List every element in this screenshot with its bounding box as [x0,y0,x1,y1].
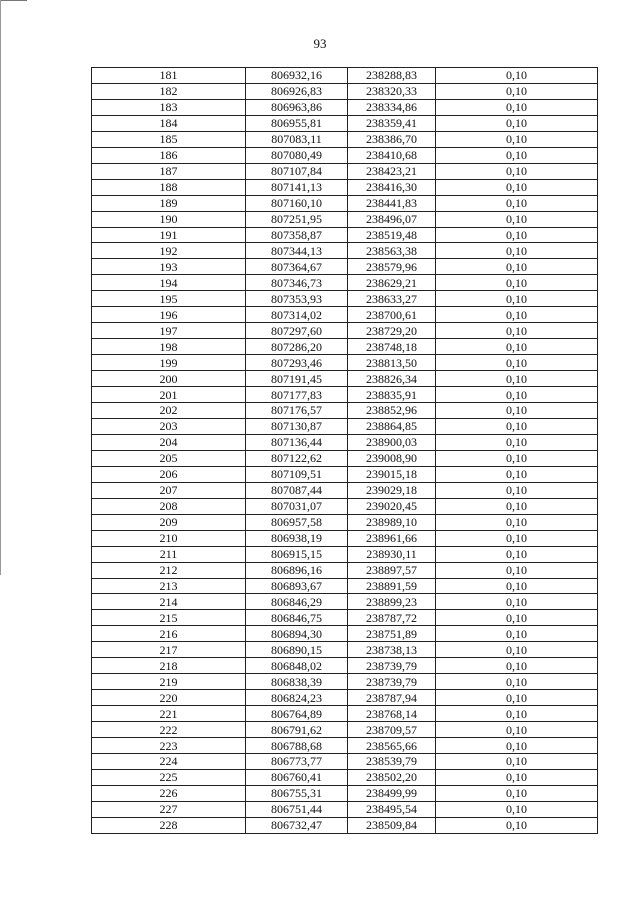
point-number-cell: 190 [92,211,246,227]
point-number-cell: 215 [92,610,246,626]
x-coordinate-cell: 806963,86 [246,99,348,115]
x-coordinate-cell: 807314,02 [246,307,348,323]
table-row [92,147,598,163]
table-row [92,418,598,434]
y-coordinate-cell: 238709,57 [348,722,436,738]
scan-edge-left [0,0,1,575]
table-row [92,450,598,466]
point-number-cell: 188 [92,179,246,195]
point-number-cell: 203 [92,418,246,434]
value-cell: 0,10 [436,546,598,562]
point-number-cell: 219 [92,674,246,690]
table-row [92,115,598,131]
x-coordinate-cell: 807160,10 [246,195,348,211]
table-row [92,131,598,147]
value-cell: 0,10 [436,163,598,179]
point-number-cell: 206 [92,466,246,482]
x-coordinate-cell: 806751,44 [246,801,348,817]
value-cell: 0,10 [436,339,598,355]
table-row [92,99,598,115]
value-cell: 0,10 [436,387,598,403]
point-number-cell: 223 [92,738,246,754]
value-cell: 0,10 [436,769,598,785]
table-row [92,690,598,706]
y-coordinate-cell: 238899,23 [348,594,436,610]
x-coordinate-cell: 806848,02 [246,658,348,674]
x-coordinate-cell: 806896,16 [246,562,348,578]
x-coordinate-cell: 807364,67 [246,259,348,275]
point-number-cell: 211 [92,546,246,562]
page-number: 93 [313,36,327,51]
point-number-cell: 214 [92,594,246,610]
table-row [92,307,598,323]
y-coordinate-cell: 238386,70 [348,131,436,147]
table-row [92,626,598,642]
y-coordinate-cell: 238496,07 [348,211,436,227]
value-cell: 0,10 [436,323,598,339]
table-row [92,658,598,674]
value-cell: 0,10 [436,753,598,769]
value-cell: 0,10 [436,690,598,706]
x-coordinate-cell: 807176,57 [246,403,348,419]
x-coordinate-cell: 807251,95 [246,211,348,227]
y-coordinate-cell: 238563,38 [348,243,436,259]
table-row [92,339,598,355]
table-row [92,594,598,610]
y-coordinate-cell: 238835,91 [348,387,436,403]
table-row [92,83,598,99]
point-number-cell: 187 [92,163,246,179]
y-coordinate-cell: 239029,18 [348,482,436,498]
value-cell: 0,10 [436,642,598,658]
x-coordinate-cell: 807346,73 [246,275,348,291]
y-coordinate-cell: 238495,54 [348,801,436,817]
y-coordinate-cell: 238509,84 [348,817,436,833]
point-number-cell: 196 [92,307,246,323]
table-row [92,179,598,195]
table-row [92,275,598,291]
point-number-cell: 205 [92,450,246,466]
point-number-cell: 199 [92,355,246,371]
table-row [92,387,598,403]
point-number-cell: 210 [92,530,246,546]
table-row [92,706,598,722]
table-row [92,323,598,339]
value-cell: 0,10 [436,243,598,259]
y-coordinate-cell: 238787,72 [348,610,436,626]
point-number-cell: 186 [92,147,246,163]
table-row [92,674,598,690]
point-number-cell: 220 [92,690,246,706]
point-number-cell: 209 [92,514,246,530]
table-row [92,291,598,307]
x-coordinate-cell: 806894,30 [246,626,348,642]
point-number-cell: 182 [92,83,246,99]
point-number-cell: 221 [92,706,246,722]
point-number-cell: 224 [92,753,246,769]
value-cell: 0,10 [436,131,598,147]
point-number-cell: 216 [92,626,246,642]
value-cell: 0,10 [436,482,598,498]
table-row [92,642,598,658]
point-number-cell: 228 [92,817,246,833]
x-coordinate-cell: 807353,93 [246,291,348,307]
y-coordinate-cell: 238900,03 [348,434,436,450]
point-number-cell: 201 [92,387,246,403]
x-coordinate-cell: 807293,46 [246,355,348,371]
x-coordinate-cell: 806846,29 [246,594,348,610]
x-coordinate-cell: 806791,62 [246,722,348,738]
y-coordinate-cell: 238359,41 [348,115,436,131]
table-row [92,817,598,833]
value-cell: 0,10 [436,514,598,530]
value-cell: 0,10 [436,211,598,227]
value-cell: 0,10 [436,578,598,594]
point-number-cell: 208 [92,498,246,514]
x-coordinate-cell: 806932,16 [246,68,348,84]
point-number-cell: 195 [92,291,246,307]
x-coordinate-cell: 807109,51 [246,466,348,482]
y-coordinate-cell: 238629,21 [348,275,436,291]
point-number-cell: 207 [92,482,246,498]
value-cell: 0,10 [436,722,598,738]
table-row [92,243,598,259]
y-coordinate-cell: 238565,66 [348,738,436,754]
x-coordinate-cell: 807358,87 [246,227,348,243]
x-coordinate-cell: 806824,23 [246,690,348,706]
point-number-cell: 200 [92,371,246,387]
value-cell: 0,10 [436,498,598,514]
value-cell: 0,10 [436,307,598,323]
x-coordinate-cell: 806955,81 [246,115,348,131]
value-cell: 0,10 [436,434,598,450]
x-coordinate-cell: 806915,15 [246,546,348,562]
point-number-cell: 217 [92,642,246,658]
y-coordinate-cell: 238930,11 [348,546,436,562]
point-number-cell: 222 [92,722,246,738]
value-cell: 0,10 [436,817,598,833]
point-number-cell: 183 [92,99,246,115]
table-row [92,801,598,817]
point-number-cell: 181 [92,68,246,84]
table-row [92,562,598,578]
x-coordinate-cell: 807031,07 [246,498,348,514]
y-coordinate-cell: 238633,27 [348,291,436,307]
table-row [92,738,598,754]
table-row [92,434,598,450]
value-cell: 0,10 [436,83,598,99]
y-coordinate-cell: 238700,61 [348,307,436,323]
point-number-cell: 191 [92,227,246,243]
x-coordinate-cell: 807141,13 [246,179,348,195]
x-coordinate-cell: 806846,75 [246,610,348,626]
table-row [92,355,598,371]
value-cell: 0,10 [436,674,598,690]
x-coordinate-cell: 807122,62 [246,450,348,466]
table-row [92,195,598,211]
scan-edge-top [0,0,27,1]
y-coordinate-cell: 238864,85 [348,418,436,434]
table-row [92,371,598,387]
table-row [92,211,598,227]
table-row [92,785,598,801]
table-row [92,259,598,275]
x-coordinate-cell: 807083,11 [246,131,348,147]
y-coordinate-cell: 238768,14 [348,706,436,722]
value-cell: 0,10 [436,68,598,84]
table-row [92,530,598,546]
table-row [92,546,598,562]
value-cell: 0,10 [436,115,598,131]
point-number-cell: 226 [92,785,246,801]
y-coordinate-cell: 238499,99 [348,785,436,801]
y-coordinate-cell: 238813,50 [348,355,436,371]
value-cell: 0,10 [436,147,598,163]
y-coordinate-cell: 238410,68 [348,147,436,163]
table-row [92,466,598,482]
point-number-cell: 204 [92,434,246,450]
x-coordinate-cell: 807080,49 [246,147,348,163]
table-row [92,163,598,179]
value-cell: 0,10 [436,275,598,291]
x-coordinate-cell: 806893,67 [246,578,348,594]
value-cell: 0,10 [436,355,598,371]
x-coordinate-cell: 806732,47 [246,817,348,833]
y-coordinate-cell: 239015,18 [348,466,436,482]
x-coordinate-cell: 807297,60 [246,323,348,339]
point-number-cell: 192 [92,243,246,259]
x-coordinate-cell: 806773,77 [246,753,348,769]
y-coordinate-cell: 238423,21 [348,163,436,179]
value-cell: 0,10 [436,738,598,754]
y-coordinate-cell: 238729,20 [348,323,436,339]
value-cell: 0,10 [436,195,598,211]
table-row [92,514,598,530]
coordinates-table [91,67,598,834]
y-coordinate-cell: 238739,79 [348,674,436,690]
y-coordinate-cell: 238787,94 [348,690,436,706]
table-row [92,403,598,419]
x-coordinate-cell: 806890,15 [246,642,348,658]
y-coordinate-cell: 238751,89 [348,626,436,642]
y-coordinate-cell: 238897,57 [348,562,436,578]
x-coordinate-cell: 807136,44 [246,434,348,450]
value-cell: 0,10 [436,801,598,817]
value-cell: 0,10 [436,227,598,243]
x-coordinate-cell: 806788,68 [246,738,348,754]
value-cell: 0,10 [436,610,598,626]
point-number-cell: 202 [92,403,246,419]
table-row [92,610,598,626]
value-cell: 0,10 [436,706,598,722]
table-row [92,753,598,769]
point-number-cell: 184 [92,115,246,131]
x-coordinate-cell: 806926,83 [246,83,348,99]
value-cell: 0,10 [436,418,598,434]
value-cell: 0,10 [436,291,598,307]
value-cell: 0,10 [436,403,598,419]
value-cell: 0,10 [436,259,598,275]
x-coordinate-cell: 806838,39 [246,674,348,690]
y-coordinate-cell: 238989,10 [348,514,436,530]
y-coordinate-cell: 239020,45 [348,498,436,514]
value-cell: 0,10 [436,562,598,578]
value-cell: 0,10 [436,658,598,674]
value-cell: 0,10 [436,450,598,466]
value-cell: 0,10 [436,530,598,546]
x-coordinate-cell: 806938,19 [246,530,348,546]
y-coordinate-cell: 238738,13 [348,642,436,658]
x-coordinate-cell: 806957,58 [246,514,348,530]
point-number-cell: 189 [92,195,246,211]
x-coordinate-cell: 806760,41 [246,769,348,785]
y-coordinate-cell: 238502,20 [348,769,436,785]
point-number-cell: 218 [92,658,246,674]
x-coordinate-cell: 806764,89 [246,706,348,722]
coordinates-table-body [92,68,598,834]
value-cell: 0,10 [436,466,598,482]
x-coordinate-cell: 807130,87 [246,418,348,434]
y-coordinate-cell: 238579,96 [348,259,436,275]
y-coordinate-cell: 238748,18 [348,339,436,355]
table-row [92,482,598,498]
y-coordinate-cell: 238739,79 [348,658,436,674]
y-coordinate-cell: 238826,34 [348,371,436,387]
y-coordinate-cell: 238961,66 [348,530,436,546]
table-row [92,722,598,738]
y-coordinate-cell: 238416,30 [348,179,436,195]
value-cell: 0,10 [436,179,598,195]
value-cell: 0,10 [436,785,598,801]
x-coordinate-cell: 807286,20 [246,339,348,355]
x-coordinate-cell: 807107,84 [246,163,348,179]
value-cell: 0,10 [436,594,598,610]
y-coordinate-cell: 238852,96 [348,403,436,419]
x-coordinate-cell: 806755,31 [246,785,348,801]
y-coordinate-cell: 238891,59 [348,578,436,594]
y-coordinate-cell: 239008,90 [348,450,436,466]
table-row [92,498,598,514]
value-cell: 0,10 [436,99,598,115]
x-coordinate-cell: 807087,44 [246,482,348,498]
point-number-cell: 227 [92,801,246,817]
table-row [92,769,598,785]
y-coordinate-cell: 238519,48 [348,227,436,243]
table-row [92,578,598,594]
point-number-cell: 213 [92,578,246,594]
point-number-cell: 194 [92,275,246,291]
point-number-cell: 193 [92,259,246,275]
x-coordinate-cell: 807191,45 [246,371,348,387]
table-row [92,227,598,243]
y-coordinate-cell: 238334,86 [348,99,436,115]
y-coordinate-cell: 238441,83 [348,195,436,211]
point-number-cell: 185 [92,131,246,147]
point-number-cell: 212 [92,562,246,578]
point-number-cell: 198 [92,339,246,355]
y-coordinate-cell: 238288,83 [348,68,436,84]
value-cell: 0,10 [436,371,598,387]
point-number-cell: 225 [92,769,246,785]
x-coordinate-cell: 807344,13 [246,243,348,259]
value-cell: 0,10 [436,626,598,642]
y-coordinate-cell: 238539,79 [348,753,436,769]
table-row [92,68,598,84]
y-coordinate-cell: 238320,33 [348,83,436,99]
point-number-cell: 197 [92,323,246,339]
x-coordinate-cell: 807177,83 [246,387,348,403]
